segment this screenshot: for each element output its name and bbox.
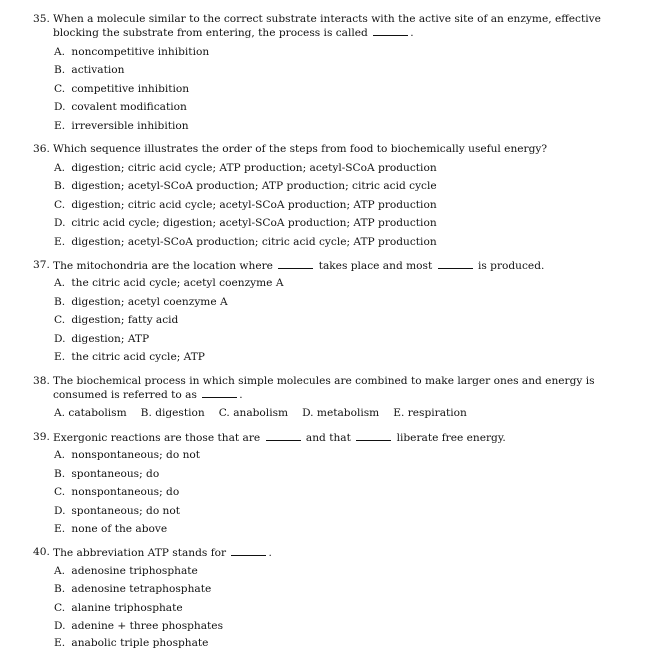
question-39 — [33, 431, 620, 445]
option-35-d: D. covalent modification — [54, 101, 187, 113]
option-39-c: C. nonspontaneous; do — [54, 486, 180, 498]
question-number: 37. — [33, 259, 50, 271]
option-35-c: C. competitive inhibition — [54, 83, 190, 95]
option-36-e: E. digestion; acetyl-SCoA production; citric acid cycle; ATP production — [54, 236, 437, 248]
answer-blank — [356, 431, 391, 441]
option-35-e: E. irreversible inhibition — [54, 120, 189, 132]
option-36-a: A. digestion; citric acid cycle; ATP production; acetyl-SCoA production — [54, 162, 437, 174]
option-37-b: B. digestion; acetyl coenzyme A — [54, 296, 228, 308]
option-40-d: D. adenine + three phosphates — [54, 620, 224, 632]
option-36-b: B. digestion; acetyl-SCoA production; ATP production; citric acid cycle — [54, 180, 437, 192]
option-36-d: D. citric acid cycle; digestion; acetyl-SCoA production; ATP production — [54, 217, 437, 229]
option-39-b: B. spontaneous; do — [54, 468, 160, 480]
option-38-c: C. anabolism — [218, 407, 289, 419]
option-38-e: E. respiration — [393, 407, 467, 419]
option-38-a: A. catabolism — [54, 407, 127, 419]
question-text: Exergonic reactions are those that are and that liberate free energy. — [53, 432, 506, 444]
answer-blank — [278, 259, 313, 269]
option-35-a: A. noncompetitive inhibition — [54, 46, 210, 58]
question-number: 40. — [33, 546, 50, 558]
question-text: When a molecule similar to the correct substrate interacts with the active site of an enzyme, effective blocking the substrate from entering, the process is called . — [53, 13, 601, 39]
answer-blank — [231, 546, 266, 556]
option-40-a: A. adenosine triphosphate — [54, 565, 198, 577]
option-40-c: C. alanine triphosphate — [54, 602, 183, 614]
question-number: 39. — [33, 431, 50, 443]
option-37-a: A. the citric acid cycle; acetyl coenzyme A — [54, 277, 284, 289]
option-35-b: B. activation — [54, 64, 125, 76]
question-text: The biochemical process in which simple molecules are combined to make larger ones and energy is consumed is referred to as . — [53, 375, 595, 401]
option-39-a: A. nonspontaneous; do not — [54, 449, 201, 461]
answer-blank — [438, 259, 473, 269]
option-37-e: E. the citric acid cycle; ATP — [54, 351, 205, 363]
option-36-c: C. digestion; citric acid cycle; acetyl-SCoA production; ATP production — [54, 199, 437, 211]
option-39-e: E. none of the above — [54, 523, 168, 535]
question-number: 38. — [33, 375, 50, 387]
question-38 — [33, 375, 620, 419]
question-number: 35. — [33, 13, 50, 25]
option-40-b: B. adenosine tetraphosphate — [54, 583, 212, 595]
question-text: Which sequence illustrates the order of the steps from food to biochemically useful energy? — [53, 143, 548, 155]
question-text: The abbreviation ATP stands for . — [53, 547, 272, 559]
option-40-e: E. anabolic triple phosphate — [54, 637, 209, 649]
question-35 — [33, 13, 620, 40]
option-37-c: C. digestion; fatty acid — [54, 314, 179, 326]
option-38-b: B. digestion — [140, 407, 205, 419]
question-36 — [33, 143, 620, 156]
answer-blank — [373, 26, 408, 36]
question-37 — [33, 259, 620, 273]
inline-options-38 — [54, 407, 467, 420]
option-37-d: D. digestion; ATP — [54, 333, 150, 345]
question-number: 36. — [33, 143, 50, 155]
question-40 — [33, 546, 620, 560]
option-39-d: D. spontaneous; do not — [54, 505, 181, 517]
question-text: The mitochondria are the location where takes place and most is produced. — [53, 260, 545, 272]
answer-blank — [266, 431, 301, 441]
answer-blank — [202, 388, 237, 398]
option-38-d: D. metabolism — [302, 407, 380, 419]
